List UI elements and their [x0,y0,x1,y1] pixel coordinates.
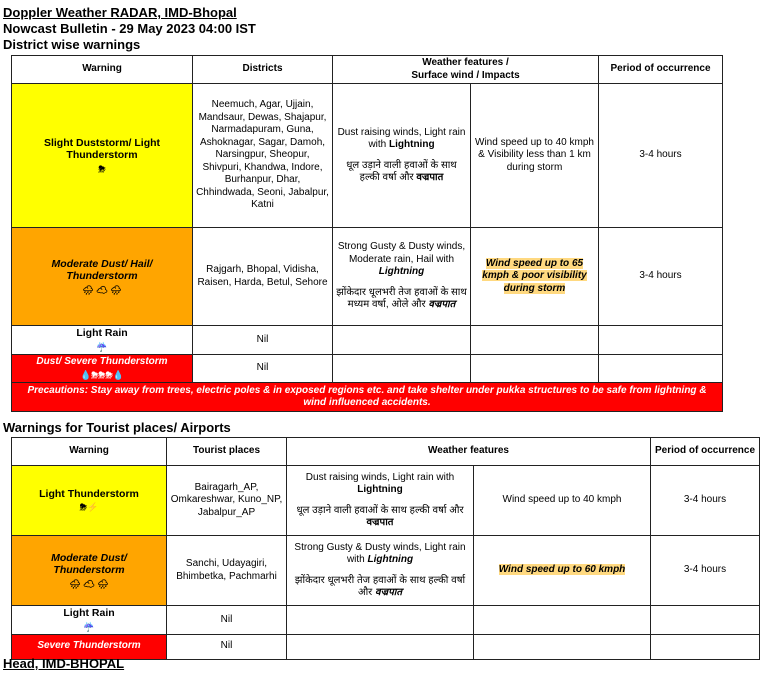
precautions-row [12,383,723,412]
tourist-warnings-table [11,437,760,660]
table-row [12,606,760,635]
weather-features-cell: Strong Gusty & Dusty winds, Light rain with Lightning झोंकेदार धूलभरी तेज हवाओं के साथ हल्की वर्षा और वज्रपात [287,536,474,606]
severe-storm-icon: 💧⛈⛈⛈💧 [79,370,124,380]
umbrella-icon: ☔ [83,621,95,632]
table-row [12,466,760,536]
header-districts: Districts [193,56,333,84]
thunderstorm-icon: ⛈⚡ [79,502,99,513]
table-row [12,326,723,355]
empty-cell [287,606,474,635]
bulletin-title: Doppler Weather RADAR, IMD-Bhopal [3,5,237,20]
wind-impact-cell: Wind speed up to 40 kmph & Visibility less than 1 km during storm [471,84,599,228]
districts-cell: Nil [193,326,333,355]
period-cell: 3-4 hours [651,536,760,606]
weather-features-cell: Dust raising winds, Light rain with Lightning धूल उड़ाने वाली हवाओं के साथ हल्की वर्षा और वज्रपात [333,84,471,228]
wind-impact-cell: Wind speed up to 65 kmph & poor visibility during storm [471,228,599,326]
table-row [12,354,723,383]
wind-cell: Wind speed up to 40 kmph [474,466,651,536]
thunderstorm-icon: ⛈ [98,163,106,174]
header-warning: Warning [12,56,193,84]
period-cell: 3-4 hours [651,466,760,536]
footer-signature: Head, IMD-BHOPAL [3,656,125,671]
header-period: Period of occurrence [599,56,723,84]
period-cell: 3-4 hours [599,84,723,228]
warning-severe-thunderstorm: Dust/ Severe Thunderstorm 💧⛈⛈⛈💧 [12,354,193,383]
precautions-text: Precautions: Stay away from trees, electric poles & in exposed regions etc. and take shelter under pukka structures to be safe from lightning & wind influenced accidents. [12,383,723,412]
weather-features-cell: Strong Gusty & Dusty winds, Moderate rain, Hail with Lightning झोंकेदार धूलभरी तेज हवाओं के साथ मध्यम वर्षा, ओले और वज्रपात [333,228,471,326]
empty-cell [471,354,599,383]
districts-cell: Rajgarh, Bhopal, Vidisha, Raisen, Harda, Betul, Sehore [193,228,333,326]
table-header-row [12,56,723,84]
warning-light-rain: Light Rain ☔ [12,606,167,635]
section-district-warnings: District wise warnings [3,37,141,52]
table-header-row [12,438,760,466]
hail-icon: 🌧 ☁ 🌧 [82,284,122,295]
dust-storm-icon: 🌧 ☁ 🌧 [69,578,109,589]
empty-cell [651,634,760,659]
places-cell: Nil [167,634,287,659]
bulletin-subtitle: Nowcast Bulletin - 29 May 2023 04:00 IST [3,21,256,36]
empty-cell [599,354,723,383]
table-row [12,536,760,606]
empty-cell [474,634,651,659]
umbrella-icon: ☔ [96,341,108,352]
places-cell: Sanchi, Udayagiri, Bhimbetka, Pachmarhi [167,536,287,606]
table-row [12,228,723,326]
header-period: Period of occurrence [651,438,760,466]
header-warning: Warning [12,438,167,466]
empty-cell [471,326,599,355]
warning-moderate-dust-hail: Moderate Dust/ Hail/ Thunderstorm 🌧 ☁ 🌧 [12,228,193,326]
header-weather-features: Weather features / Surface wind / Impacts [333,56,599,84]
warning-moderate-dust: Moderate Dust/ Thunderstorm 🌧 ☁ 🌧 [12,536,167,606]
table-row [12,84,723,228]
weather-features-cell: Dust raising winds, Light rain with Lightning धूल उड़ाने वाली हवाओं के साथ हल्की वर्षा और वज्रपात [287,466,474,536]
empty-cell [474,606,651,635]
warning-severe-thunderstorm: Severe Thunderstorm [12,634,167,659]
warning-light-rain: Light Rain ☔ [12,326,193,355]
empty-cell [287,634,474,659]
warning-light-thunderstorm: Light Thunderstorm ⛈⚡ [12,466,167,536]
places-cell: Nil [167,606,287,635]
empty-cell [651,606,760,635]
district-warnings-table [11,55,723,412]
header-weather-features: Weather features [287,438,651,466]
places-cell: Bairagarh_AP, Omkareshwar, Kuno_NP, Jabalpur_AP [167,466,287,536]
districts-cell: Neemuch, Agar, Ujjain, Mandsaur, Dewas, Shajapur, Narmadapuram, Guna, Ashoknagar, Sagar, Damoh, Narsingpur, Sheopur, Shivpuri, Khandwa, Indore, Burhanpur, Dhar, Chhindwada, Seoni, Jabalpur, Katni [193,84,333,228]
warning-slight-duststorm: Slight Duststorm/ Light Thunderstorm ⛈ [12,84,193,228]
wind-cell: Wind speed up to 60 kmph [474,536,651,606]
empty-cell [333,354,471,383]
period-cell: 3-4 hours [599,228,723,326]
section-tourist-warnings: Warnings for Tourist places/ Airports [3,420,231,435]
empty-cell [333,326,471,355]
header-tourist-places: Tourist places [167,438,287,466]
empty-cell [599,326,723,355]
districts-cell: Nil [193,354,333,383]
